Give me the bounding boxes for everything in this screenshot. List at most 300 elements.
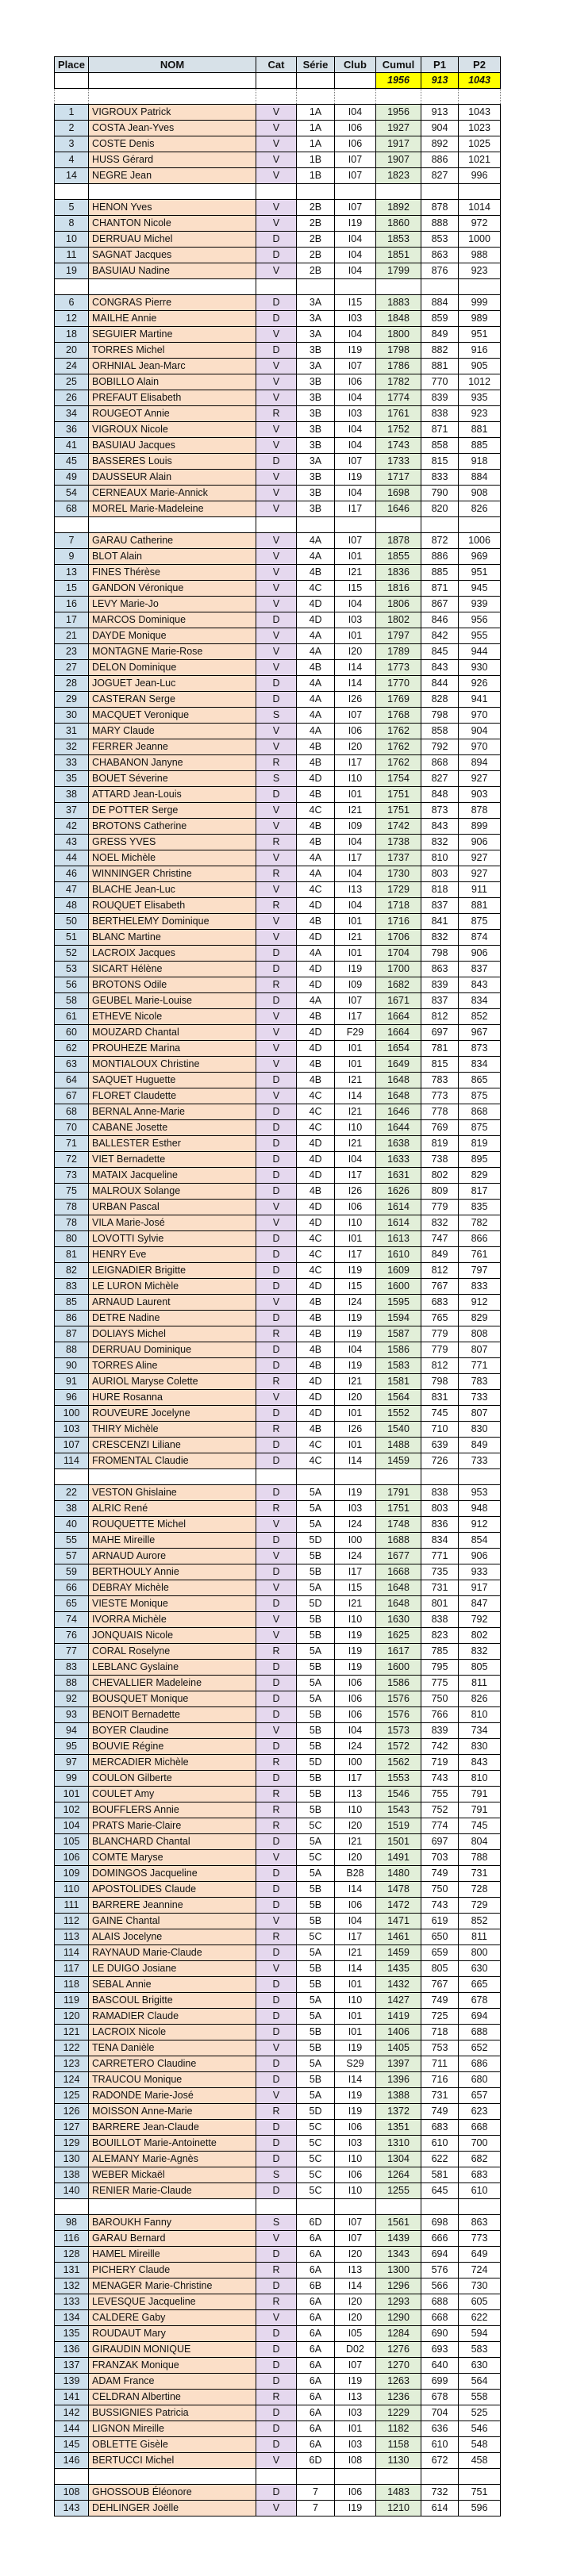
place-cell: 5 [55,200,89,216]
cumul-cell: 1300 [376,2263,421,2278]
nom-cell: BLACHE Jean-Luc [89,882,256,898]
table-row [55,882,501,898]
club-cell: I04 [335,898,376,914]
serie-cell: 5B [297,1612,335,1628]
cumul-cell: 1343 [376,2247,421,2263]
group-separator-cell [335,184,376,200]
group-separator-row [55,517,501,533]
p2-cell: 605 [459,2294,501,2310]
table-row [55,2167,501,2183]
table-row [55,1184,501,1200]
club-cell: I04 [335,1342,376,1358]
cumul-cell: 1564 [376,1390,421,1406]
place-cell: 28 [55,676,89,692]
place-cell: 75 [55,1184,89,1200]
place-cell: 97 [55,1755,89,1771]
cat-cell: R [256,1802,297,1818]
totals-row [55,73,501,89]
group-separator-cell [459,279,501,295]
club-cell: I07 [335,152,376,168]
cumul-cell: 1751 [376,787,421,803]
group-separator-cell [256,1469,297,1485]
table-row [55,1200,501,1215]
group-separator-cell [421,279,459,295]
nom-cell: CERNEAUX Marie-Annick [89,486,256,501]
serie-cell: 6A [297,2437,335,2453]
table-row [55,2501,501,2516]
table-row [55,1501,501,1517]
nom-cell: SICART Hélène [89,962,256,977]
p2-cell: 800 [459,1945,501,1961]
club-cell: I01 [335,1438,376,1453]
cumul-cell: 1586 [376,1676,421,1691]
club-cell: I14 [335,2278,376,2294]
cumul-cell: 1800 [376,327,421,343]
cat-cell: D [256,2056,297,2072]
cumul-cell: 1769 [376,692,421,708]
cumul-cell: 1774 [376,390,421,406]
place-cell: 17 [55,612,89,628]
table-row [55,1739,501,1755]
nom-cell: GHOSSOUB Éléonore [89,2485,256,2501]
cat-cell: V [256,390,297,406]
cumul-cell: 1519 [376,1818,421,1834]
serie-cell: 4B [297,755,335,771]
serie-cell: 3A [297,295,335,311]
cumul-cell: 1552 [376,1406,421,1422]
cat-cell: D [256,1231,297,1247]
table-row [55,136,501,152]
serie-cell: 5B [297,1802,335,1818]
p2-cell: 969 [459,549,501,565]
serie-cell: 4C [297,1247,335,1263]
p1-cell: 828 [421,692,459,708]
nom-cell: BERTUCCI Michel [89,2453,256,2469]
cumul-cell: 1572 [376,1739,421,1755]
nom-cell: TENA Danièle [89,2040,256,2056]
place-cell: 43 [55,835,89,850]
cat-cell: V [256,1041,297,1057]
cumul-cell: 1210 [376,2501,421,2516]
table-row [55,1818,501,1834]
place-cell: 46 [55,866,89,882]
table-row [55,898,501,914]
cat-cell: V [256,374,297,390]
cat-cell: V [256,1025,297,1041]
table-row [55,1263,501,1279]
nom-cell: ROUDAUT Mary [89,2326,256,2342]
serie-cell: 5A [297,1834,335,1850]
cat-cell: D [256,2342,297,2358]
cat-cell: V [256,1914,297,1929]
cat-cell: D [256,1406,297,1422]
club-cell: I01 [335,628,376,644]
group-separator-cell [297,184,335,200]
nom-cell: HAMEL Mireille [89,2247,256,2263]
nom-cell: BROTONS Odile [89,977,256,993]
club-cell: I04 [335,1152,376,1168]
serie-cell: 4B [297,835,335,850]
cumul-cell: 1284 [376,2326,421,2342]
place-cell: 31 [55,724,89,739]
nom-cell: HURE Rosanna [89,1390,256,1406]
cumul-cell: 1491 [376,1850,421,1866]
club-cell: I04 [335,422,376,438]
p1-cell: 781 [421,1041,459,1057]
place-cell: 50 [55,914,89,930]
table-row [55,1057,501,1073]
serie-cell: 6A [297,2247,335,2263]
table-row [55,1771,501,1787]
p2-cell: 788 [459,1850,501,1866]
p1-cell: 815 [421,1057,459,1073]
club-cell: I06 [335,1691,376,1707]
nom-cell: GAINE Chantal [89,1914,256,1929]
cat-cell: D [256,1120,297,1136]
table-row [55,914,501,930]
group-separator-cell [335,1469,376,1485]
table-body [55,73,501,2516]
cumul-cell: 1633 [376,1152,421,1168]
cat-cell: D [256,2278,297,2294]
club-cell: I19 [335,2104,376,2120]
p1-cell: 749 [421,1866,459,1882]
place-cell: 27 [55,660,89,676]
club-cell: I13 [335,2263,376,2278]
cat-cell: D [256,2247,297,2263]
serie-cell: 5C [297,2167,335,2183]
serie-cell: 4C [297,1438,335,1453]
p2-cell: 834 [459,1057,501,1073]
place-cell: 102 [55,1802,89,1818]
nom-cell: JONQUAIS Nicole [89,1628,256,1644]
p1-cell: 872 [421,533,459,549]
club-cell: I10 [335,1612,376,1628]
table-row [55,470,501,486]
club-cell: I17 [335,501,376,517]
table-row [55,1406,501,1422]
cumul-cell: 1664 [376,1025,421,1041]
p2-cell: 761 [459,1247,501,1263]
club-cell: I20 [335,2294,376,2310]
place-cell: 100 [55,1406,89,1422]
p2-cell: 834 [459,993,501,1009]
p1-cell: 798 [421,708,459,724]
cat-cell: D [256,2009,297,2025]
table-row [55,454,501,470]
cumul-cell: 1610 [376,1247,421,1263]
place-cell: 86 [55,1311,89,1326]
cat-cell: D [256,1660,297,1676]
cat-cell: D [256,248,297,263]
group-separator-cell [459,1469,501,1485]
table-row [55,232,501,248]
table-row [55,1929,501,1945]
nom-cell: DEBRAY Michèle [89,1580,256,1596]
nom-cell: MENAGER Marie-Christine [89,2278,256,2294]
cat-cell: V [256,1580,297,1596]
p2-cell: 843 [459,977,501,993]
serie-cell: 4D [297,612,335,628]
p1-cell: 704 [421,2405,459,2421]
p2-cell: 852 [459,1914,501,1929]
table-row [55,1168,501,1184]
p2-cell: 525 [459,2405,501,2421]
place-cell: 66 [55,1580,89,1596]
cumul-cell: 1762 [376,724,421,739]
cumul-cell: 1263 [376,2374,421,2390]
place-cell: 96 [55,1390,89,1406]
nom-cell: HUSS Gérard [89,152,256,168]
p1-cell: 779 [421,1326,459,1342]
cat-cell: R [256,406,297,422]
serie-cell: 5B [297,1707,335,1723]
place-cell: 104 [55,1818,89,1834]
group-separator-cell [89,184,256,200]
club-cell: I00 [335,1533,376,1549]
p2-cell: 1012 [459,374,501,390]
table-row [55,1279,501,1295]
table-row [55,1945,501,1961]
p1-cell: 790 [421,486,459,501]
place-cell: 41 [55,438,89,454]
p1-cell: 853 [421,232,459,248]
cat-cell: D [256,1564,297,1580]
nom-cell: BARRERE Jean-Claude [89,2120,256,2136]
cat-cell: V [256,565,297,581]
place-cell: 78 [55,1215,89,1231]
p1-cell: 837 [421,993,459,1009]
nom-cell: COMTE Maryse [89,1850,256,1866]
p1-cell: 773 [421,1088,459,1104]
table-row [55,1723,501,1739]
place-cell: 65 [55,1596,89,1612]
p1-cell: 819 [421,1136,459,1152]
nom-cell: CALDERE Gaby [89,2310,256,2326]
p2-cell: 926 [459,676,501,692]
p2-cell: 951 [459,327,501,343]
cumul-cell: 1730 [376,866,421,882]
totals-cell-p2: 1043 [459,73,501,89]
p1-cell: 833 [421,470,459,486]
group-separator-cell [256,2199,297,2215]
p2-cell: 945 [459,581,501,597]
serie-cell: 5D [297,2104,335,2120]
p2-cell: 865 [459,1073,501,1088]
p1-cell: 886 [421,549,459,565]
cumul-cell: 1823 [376,168,421,184]
group-separator-cell [55,2469,89,2485]
p1-cell: 614 [421,2501,459,2516]
p2-cell: 686 [459,2056,501,2072]
p2-cell: 826 [459,1691,501,1707]
nom-cell: FLORET Claudette [89,1088,256,1104]
cumul-cell: 1576 [376,1707,421,1723]
nom-cell: SAGNAT Jacques [89,248,256,263]
place-cell: 124 [55,2072,89,2088]
cat-cell: S [256,771,297,787]
table-row [55,1009,501,1025]
club-cell: I01 [335,1231,376,1247]
nom-cell: LE LURON Michèle [89,1279,256,1295]
nom-cell: BROTONS Catherine [89,819,256,835]
nom-cell: GRESS YVES [89,835,256,850]
cat-cell: D [256,2358,297,2374]
p2-cell: 792 [459,1612,501,1628]
p1-cell: 815 [421,454,459,470]
place-cell: 119 [55,1993,89,2009]
group-separator-row [55,2199,501,2215]
cat-cell: D [256,2072,297,2088]
club-cell: I04 [335,1914,376,1929]
nom-cell: MATAIX Jacqueline [89,1168,256,1184]
table-row [55,2215,501,2231]
p1-cell: 749 [421,2104,459,2120]
p1-cell: 885 [421,565,459,581]
club-cell: I01 [335,2025,376,2040]
p2-cell: 927 [459,866,501,882]
place-cell: 36 [55,422,89,438]
place-cell: 114 [55,1945,89,1961]
cat-cell: D [256,946,297,962]
cumul-cell: 1752 [376,422,421,438]
nom-cell: SEBAL Annie [89,1977,256,1993]
serie-cell: 6A [297,2231,335,2247]
serie-cell: 6A [297,2421,335,2437]
table-row [55,1914,501,1929]
place-cell: 128 [55,2247,89,2263]
table-row [55,1041,501,1057]
serie-cell: 3B [297,406,335,422]
nom-cell: FROMENTAL Claudie [89,1453,256,1469]
table-row [55,1802,501,1818]
nom-cell: VIGROUX Nicole [89,422,256,438]
p1-cell: 735 [421,1564,459,1580]
serie-cell: 4B [297,1422,335,1438]
club-cell: I01 [335,946,376,962]
serie-cell: 5B [297,1898,335,1914]
cat-cell: D [256,343,297,359]
place-cell: 6 [55,295,89,311]
nom-cell: BALLESTER Esther [89,1136,256,1152]
nom-cell: ROUQUET Elisabeth [89,898,256,914]
dotted-separator-cell [256,89,297,105]
place-cell: 78 [55,1200,89,1215]
p2-cell: 972 [459,216,501,232]
group-separator-cell [89,279,256,295]
cat-cell: R [256,2294,297,2310]
serie-cell: 4A [297,724,335,739]
cumul-cell: 1478 [376,1882,421,1898]
serie-cell: 4A [297,692,335,708]
p1-cell: 843 [421,660,459,676]
p2-cell: 904 [459,724,501,739]
cat-cell: V [256,803,297,819]
p2-cell: 694 [459,2009,501,2025]
table-row [55,1422,501,1438]
club-cell: I19 [335,343,376,359]
nom-cell: DE POTTER Serge [89,803,256,819]
club-cell: I17 [335,1929,376,1945]
cumul-cell: 1717 [376,470,421,486]
table-row [55,1612,501,1628]
club-cell: I19 [335,1485,376,1501]
nom-cell: BASCOUL Brigitte [89,1993,256,2009]
cat-cell: D [256,2025,297,2040]
place-cell: 45 [55,454,89,470]
cat-cell: D [256,1596,297,1612]
cat-cell: D [256,1104,297,1120]
place-cell: 54 [55,486,89,501]
club-cell: I14 [335,1961,376,1977]
place-cell: 114 [55,1453,89,1469]
cat-cell: V [256,739,297,755]
cumul-cell: 1791 [376,1485,421,1501]
nom-cell: MARY Claude [89,724,256,739]
serie-cell: 5C [297,2120,335,2136]
p1-cell: 683 [421,1295,459,1311]
cat-cell: V [256,1723,297,1739]
cat-cell: D [256,2374,297,2390]
table-row [55,2088,501,2104]
cumul-cell: 1907 [376,152,421,168]
place-cell: 15 [55,581,89,597]
p2-cell: 881 [459,422,501,438]
cat-cell: D [256,2485,297,2501]
p2-cell: 1006 [459,533,501,549]
nom-cell: ALAIS Jocelyne [89,1929,256,1945]
serie-cell: 6A [297,2358,335,2374]
club-cell: I21 [335,930,376,946]
dotted-separator-cell [376,89,421,105]
place-cell: 67 [55,1088,89,1104]
club-cell: I17 [335,850,376,866]
place-cell: 133 [55,2294,89,2310]
club-cell: I07 [335,2231,376,2247]
cat-cell: S [256,708,297,724]
serie-cell: 4D [297,1406,335,1422]
cumul-cell: 1761 [376,406,421,422]
p1-cell: 884 [421,295,459,311]
serie-cell: 3A [297,454,335,470]
serie-cell: 5C [297,1818,335,1834]
p1-cell: 769 [421,1120,459,1136]
serie-cell: 2B [297,248,335,263]
p2-cell: 548 [459,2437,501,2453]
serie-cell: 5B [297,1660,335,1676]
p2-cell: 829 [459,1311,501,1326]
cumul-cell: 1614 [376,1200,421,1215]
table-row [55,644,501,660]
p1-cell: 778 [421,1104,459,1120]
p2-cell: 878 [459,803,501,819]
p2-cell: 832 [459,1644,501,1660]
club-cell: I07 [335,708,376,724]
p2-cell: 630 [459,1961,501,1977]
table-row [55,1231,501,1247]
cumul-cell: 1782 [376,374,421,390]
cumul-cell: 1236 [376,2390,421,2405]
serie-cell: 5B [297,1739,335,1755]
place-cell: 64 [55,1073,89,1088]
place-cell: 107 [55,1438,89,1453]
serie-cell: 3B [297,422,335,438]
nom-cell: BAROUKH Fanny [89,2215,256,2231]
table-row [55,422,501,438]
nom-cell: BERTHELEMY Dominique [89,914,256,930]
club-cell: I07 [335,533,376,549]
place-cell: 120 [55,2009,89,2025]
